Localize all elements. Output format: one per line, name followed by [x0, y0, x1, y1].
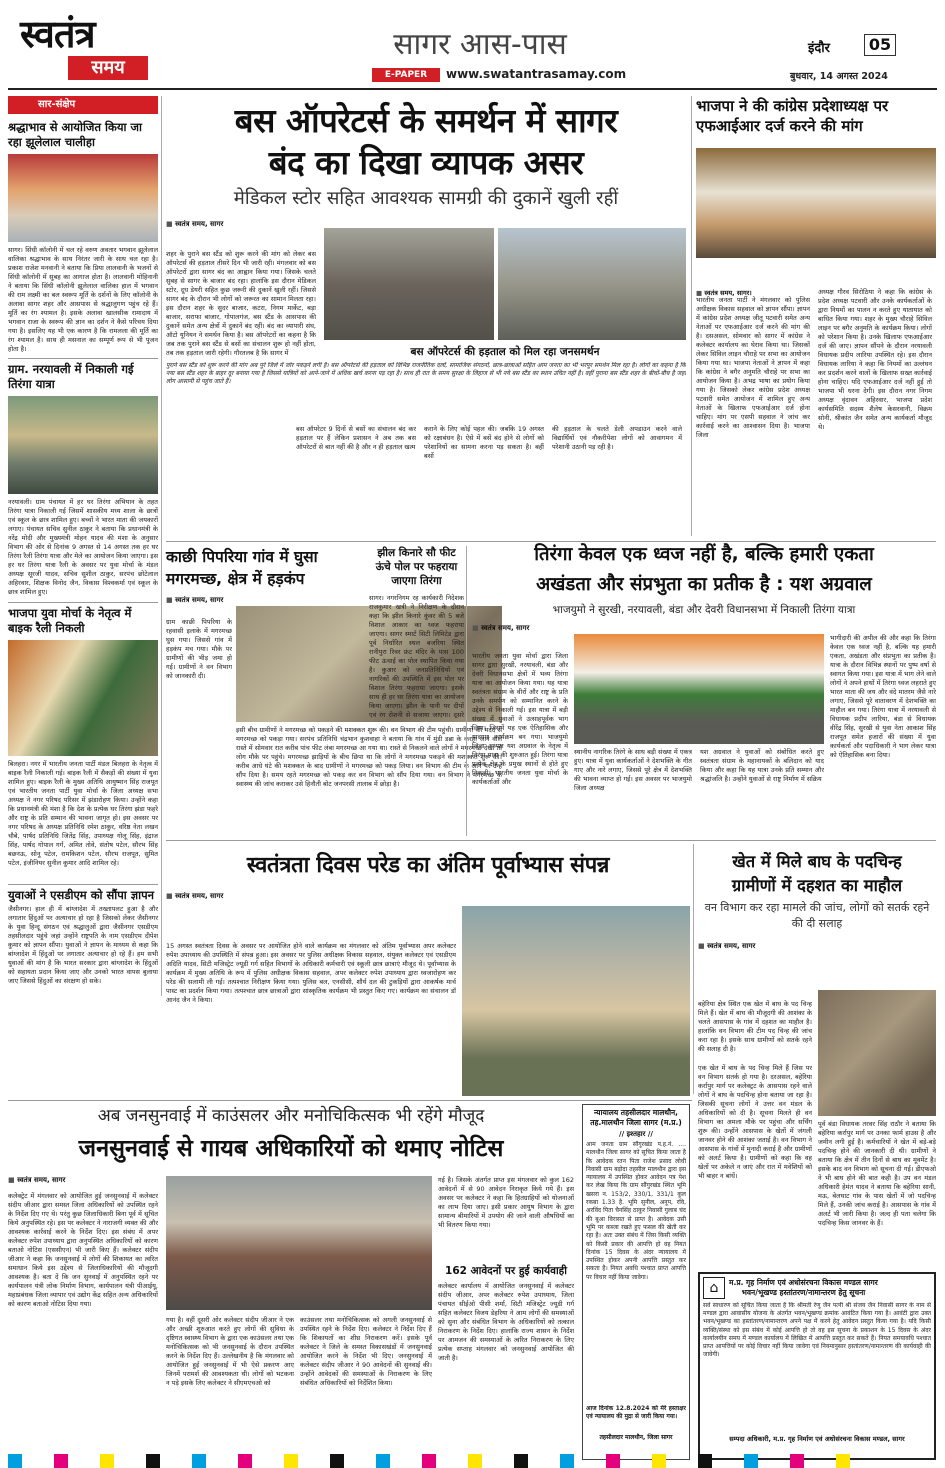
tiger-headline-1: खेत में मिले बाघ के पदचिन्ह: [732, 852, 902, 871]
tiranga-byline: ■ स्वतंत्र समय, सागर: [472, 624, 936, 633]
logo-bottom: समय: [68, 56, 148, 80]
sidebar-divider: [161, 96, 162, 996]
croc-body: इसी बीच ग्रामीणों ने मगरमच्छ को पकड़ने की मशक्कत शुरू की। वन विभाग की टीम पहुंची। ग्रामीणों की मदद से मगरमच्छ को पकड़ा गया। सरपंच प्रतिनिधि चंद्रभान कुशवाहा ने बताया कि गांव में मुंडी डब्रा के करहा जाने वाले रास्ते में सोमवार रात करीब पांच फीट लंबा मगरमच्छ आ गया था। रास्ते से निकलने वाले लोगों ने मगरमच्छ देखा तो लोग मौके पर पहुंचे। मगरमच्छ झाड़ियों के बीच छिपा था कि लोगों ने मगरमच्छ पकड़ने की मशक्कत शुरू की। करीब आधे घंटे की मशक्कत के बाद ग्रामीणों ने मगरमच्छ को पकड़ लिया। वन विभाग की टीम के आने पर उन्हें सौंप दिया है। समय रहते मगरमच्छ को पकड़ कर वन विभाग को सौंप दिया गया। वन विभाग ने मगरमच्छ के स्वास्थ्य की जांच कराकर उसे हिनौती बोट जनपरसी तालाब में छोड़ा है।: [236, 726, 502, 788]
court-notice-date: आज दिनांक 12.8.2024 को मेरे हस्ताक्षर एवं न्यायालय की मुद्रा से जारी किया गया।: [586, 1405, 686, 1420]
hearing-byline: ■ स्वतंत्र समय, सागर: [8, 1176, 574, 1185]
lead-headline-1: बस ऑपरेटर्स के समर्थन में सागर: [234, 101, 618, 140]
lead-headline-2: बंद का दिखा व्यापक असर: [268, 143, 584, 182]
court-notice-sign: तहसीलदार मालथौन, जिला सागर: [599, 1434, 673, 1441]
tiger-col1: बहेरिया क्षेत्र स्थित एक खेत में बाघ के पद चिन्ह मिले हैं। खेत में बाघ की मौजूदगी की आशंका के चलते आसपास के गांव में दहशत का माहौल है। हालांकि वन विभाग की टीम पद चिन्ह की जांच करा रहा है। इसके साथ ग्रामीणों को सतर्क रहने की सलाह दी है।: [698, 1000, 812, 1053]
hearing-col2: गया है। वहीं दूसरी ओर कलेक्टर संदीप जीआर ने एक और अच्छी शुरुआत करते हुए लोगों की सुविधा के दृष्टिगत स्वास्थ्य विभाग के द्वारा एक काउंसलर तथा एक मनोचिकित्सक को भी जनसुनवाई के दौरान उपस्थित करने के निर्देश दिए हैं। उल्लेखनीय है कि मंगलवार को आयोजित हुई जनसुनवाई में भी ऐसे प्रकरण आए जिनमें परामर्श की आवश्यकता थी। लोगों को भटकना न पड़े इसके लिए कलेक्टर ने सीएमएचओ को: [166, 1316, 294, 1387]
hearing-col4-top: गई है। जिसके अंतर्गत प्राप्त इस मंगलवार को कुल 162 आवेदनों में से 90 आवेदन निराकृत किये गये हैं। इस अवसर पर कलेक्टर ने कहा कि हितग्राहियों को योजनाओं का लाभ दिया जाए। इसी प्रकार आयुष विभाग के द्वारा सामान्य बीमारियों में उपयोग की जाने वाली औषधियों का भी वितरण किया गया।: [438, 1176, 574, 1229]
lead-photo-caption: बस ऑपरेटर्स की हड़ताल को मिल रहा जनसमर्थन: [410, 346, 600, 358]
tiger-col1b: एक खेत में बाघ के पद चिन्ह मिले हैं जिस पर वन विभाग सतर्क हो गया है। दरअसल, बहेरिया कर्रापुर मार्ग पर कलेक्ट्रट के आसपास रहने वाले लोगों ने बाघ के पदचिन्ह होना बताया जा रहा है। जिसकी सूचना लोगों ने उत्तर वन मंडल के अधिकारियों को दी है। सूचना मिलते ही वन विभाग का अमला मौके पर पहुंचा और सर्चिंग शुरू की। उन्होंने आसपास के खेतों में जंगली जानवर होने की आशंका जताई है। वन विभाग ने आसपास के गांवों में मुनादी कराई है और ग्रामीणों को अलर्ट किया है। ग्रामीणों को कहा कि वह खेतों पर अकेले न जाएं और रात में मवेशियों को भी बाहर न बांधें।: [698, 1064, 812, 1180]
tiranga-col4: भागीदारी की अपील की और कहा कि तिरंगा केवल एक ध्वज नहीं है, बल्कि यह हमारी एकता, अखंडता और संप्रभुता का प्रतीक है। यात्रा के दौरान विभिन्न स्थानों पर पुष्प वर्षा से स्वागत किया गया। इस यात्रा में भाग लेने वाले लोगों ने अपने हाथों में तिरंगा ध्वज लहराते हुए भारत माता की जय और वंदे मातरम जैसे नारे लगाए, जिससे पूरे वातावरण में देशभक्ति का माहौल बन गया। तिरंगा यात्रा में नरयावली से विधायक प्रदीप लारिया, बंडा से विधायक वीरेंद्र सिंह, सुरखी से युवा नेता आकाश सिंह राजपूत समेत हजारों की संख्या में युवा कार्यकर्ता और पदाधिकारी ने भाग लेकर यात्रा को ऐतिहासिक बना दिया।: [830, 634, 936, 759]
hearing-col3: काउंसलर तथा मनोचिकित्सक को अगली जनसुनवाई से उपस्थित रहने के निर्देश दिए। कलेक्टर ने निर्देश दिए हैं कि शिकायतों का शीघ्र निराकरण करें। इसके पूर्व कलेक्टर ने जिले के समस्त विकासखंडों में जनसुनवाई आयोजित करने के निर्देश भी दिए। जनसुनवाई में कलेक्टर संदीप जीआर ने 90 आवेदनों की सुनवाई की। उन्होंने आवेदकों की समस्याओं के निराकरण के लिए संबंधित अधिकारियों को निर्देशित किया।: [300, 1316, 432, 1387]
croc-headline: काछी पिपरिया गांव में घुसा मगरमच्छ, क्षेत्र में हड़कंप: [166, 548, 318, 588]
housing-notice-text: सर्व साधारण को सूचित किया जाता है कि श्रीमती रेणु जैन पत्नी श्री संजय जैन निवासी सागर के नाम से मण्डल द्वारा आवासीय योजना के अंतर्गत भवन/भूखण्ड क्रमांक आवंटित किया गया है। आवंटी द्वारा उक्त भवन/भूखण्ड का हस्तांतरण/नामान्तरण अपने पक्ष में करने हेतु आवेदन प्रस्तुत किया गया है। यदि किसी व्यक्ति/संस्था को इस संबंध में कोई आपत्ति हो तो वह इस सूचना के प्रकाशन के 15 दिवस के अंदर कार्यालयीन समय में मण्डल कार्यालय में लिखित में आपत्ति प्रस्तुत कर सकते हैं। नियत समयावधि पश्चात प्राप्त आपत्तियों पर कोई विचार नहीं किया जावेगा एवं नियमानुसार हस्तांतरण/नामान्तरण की कार्यवाही की जावेगी।: [703, 1302, 931, 1359]
tiger-subhead: वन विभाग कर रहा मामले की जांच, लोगों को सतर्क रहने की दी सलाह: [704, 901, 930, 930]
sidebar-item4-text: जैसीनगर। हाल ही में बांग्लादेश में तख्तापलट हुआ है और लगातार हिंदुओं पर अत्याचार हो रहा है जिसको लेकर जैसीनगर के युवा हिन्दू संगठन एवं श्रद्धालुओं द्वारा जैसीनगर एसडीएम तहसीलदार पहुंचे जहां उन्होंने राष्ट्रपति के नाम एसडीएम दीपेश कुमार को ज्ञापन सौंपा। युवाओं ने ज्ञापन के माध्यम से कहा कि बांग्लादेश में हिंदुओं पर लगातार अत्याचार हो रहे हैं। हम सभी युवाओं की मांग है कि भारत सरकार द्वारा बांग्लादेश के हिंदुओं को सहायता प्रदान किया जाए और उनको भारत वापस बुलाया जाए जिससे हिंदुओं का संरक्षण हो सके।: [8, 905, 158, 985]
bjp-byline: ■ स्वतंत्र समय, सागर।: [696, 288, 752, 297]
sidebar-item1-text: सागर। सिंधी कॉलोनी में चल रहे वरुण अवतार भगवान झूलेलाल वालिका श्रद्धाभाव के साथ निरंतर जारी के साथ चल रहा है। प्रकाश राजेश मनवानी ने बताया कि प्रिया लालवानी के भजनों से सिंधी कॉलोनी में सुबह का आगाज होता है। लालवानी मोहिनानी ने बताया कि सिंधी कॉलोनी झूलेलाल वालिका हाल में भगवान की राम लक्ष्मी का बल स्वरूप मूर्ति के दर्शनों के लिए कॉलोनी के अलावा सागर शहर और आसपास से श्रद्धालुगण पहुंच रहे हैं। मूर्ति का रंग श्यामल है। इसके अलावा खालसीक रामादाय में भगवान राजा के स्वरूप की ज्ञान का दर्शन ने कैसे परिचय दिया गया है। इसलिए यह भी एक कारण है कि रामलला की मूर्ति का रंग श्यामल है। साथ ही मसनाल का सम्पूर्ण रूप से भी पूजन होता है।: [8, 246, 158, 352]
lake-text: सागर। नगरनिगम रह कार्यकारी निदेशक राजकुमार खत्री ने निरीक्षण के दौरान कहा कि झील किनारे कुंवर की 5 बजे विशाल आकार का ध्वज फहराया जाएगा। सागर स्मार्ट सिटी लिमिटेड द्वारा पूर्व निर्धारित स्थल बजरिया स्थित रानीपुरा रिवर फ्रंट मंदिर के पास 100 फीट ऊंचाई का पोल स्थापित किया गया है। कुआर को जनप्रतिनिधियों एवं नागरिकों की उपस्थिति में इस पोल पर विशाल तिरंगा फहराया जाएगा। इसके साथ ही हर घर तिरंगा यात्रा का आयोजन किया जाएगा। झील के पानी पर दीपों एवं रंग रोशनी से सजाया जाएगा। दूसरे: [369, 594, 464, 718]
sidebar-item3-photo: [8, 640, 158, 756]
hrule-3: [8, 1100, 692, 1101]
lead-col3: कराने के लिए कोई पहल की। जबकि 19 अगस्त को रक्षाबंधन है। ऐसे में बसें बंद होने से लोगों को परेशानियों का सामना करना पड़ सकता है। बहीं बसों: [424, 425, 544, 460]
tiranga-col2: स्थानीय नागरिक तिरंगे के साथ बड़ी संख्या में एकत्र हुए। यात्रा में युवा कार्यकर्ताओं ने देशभक्ति के गीत गाए और नारे लगाए, जिससे पूरे क्षेत्र में देशभक्ति की भावना व्याप्त हो गई। इस अवसर पर भाजयुमो जिला अध्यक्ष: [574, 748, 692, 792]
lead-col4: की हड़ताल के चलते डेली अपडाउन करने वाले विद्यार्थियों एवं नौकरीपेशा लोगों को आवागमन में परेशानी उठानी पड़ रही है।: [552, 425, 682, 451]
sidebar-item1-title: श्रद्धाभाव से आयोजित किया जा रहा झूलेलाल चालीहा: [8, 120, 142, 149]
hrule-2: [166, 840, 936, 841]
lead-col1: शहर के पुराने बस स्टैंड को शुरू करने की मांग को लेकर बस ऑपरेटर्स की हड़ताल तीसरे दिन भी जारी रही। मंगलवार को बस ऑपरेटरों द्वारा सागर बंद का आह्वान किया गया। जिसके चलते सुबह से सागर के बाजार बंद रहा। हालांकि इस दौरान मेडिकल स्टोर, दूध डेयरी सहित कुछ जरूरी की दुकानें खुली रहीं। जिससे सागर बंद के दौरान भी लोगों को जरूरत का सामान मिलता रहा। इस दौरान शहर के सुदर बाजार, कटरा, निगम मार्केट, बड़ा बाजार, सराफा बाजार, गोपालगंज, बस स्टैंड के आसपास की दुकानें समेत अन्य क्षेत्रों में दुकानें बंद रहीं। बंद का व्यापारी संघ, ऑटो यूनियन ने समर्थन किया है। बस ऑपरेटरों का कहना है कि जब तक पुराने बस स्टैंड से बसों का संचालन शुरू हो नहीं होता, तब तक हड़ताल जारी रहेगी। गौरतलब है कि सागर में: [166, 250, 316, 357]
parade-headline: स्वतंत्रता दिवस परेड का अंतिम पूर्वाभ्यास संपन्न: [246, 853, 610, 878]
lead-divider: [691, 96, 692, 536]
lake-story-cont: [369, 702, 464, 832]
croc-byline: ■ स्वतंत्र समय, सागर: [166, 596, 502, 605]
masthead-rule: [8, 88, 937, 90]
housing-logo-icon: ⌂: [703, 1277, 725, 1299]
bjp-col2: अध्यक्ष गौरव सिरोठिया ने कहा कि कांग्रेस के प्रदेश अध्यक्ष पटवारी और उनके कार्यकर्ताओं के द्वारा नियमों का पालन न करते हुए यातायात को बाधित किया गया। शहर के मुख्य चौराहे सिविल लाइन पर बगैर अनुमति के कार्यक्रम किया। लोगों को परेशान किया है। उनके खिलाफ एफआईआर दर्ज की जाए। ज्ञापन सौंपने के दौरान नरयावली विधायक प्रदीप लारिया उपस्थित रहे। इस दौरान विधायक लारिया ने कहा कि नियमों का उल्लंघन कर प्रदर्शन करने वालों के खिलाफ सख्त कार्रवाई होना चाहिए। यदि एफआईआर दर्ज नहीं हुई तो भाजपा भी धरना देगी। इस दौरान नगर निगम अध्यक्ष वृंदावन अहिरवार, भाजपा प्रदेश कार्यसमिति सदस्य शैलेष केसरवानी, विक्रम सोनी, श्रीकांत जैन समेत अन्य कार्यकर्ता मौजूद थे।: [818, 288, 932, 431]
sidebar-item4-title: युवाओं ने एसडीएम को सौंपा ज्ञापन: [8, 884, 158, 903]
sidebar-item2-text: नरयावली। ग्राम पंचायत में हर घर तिरंगा अभियान के तहत तिरंगा यात्रा निकाली गई जिसमें शासकीय मध्य शाला के छात्रों एवं स्कूल के छात्र शामिल हुए। बच्चों ने भारत माता की जयकारों लगाए। पंचायत सचिव सुनील ठाकुर ने बताया कि प्रधानमंत्री के नरेंद्र मोदी और मुख्यमंत्री मोहन यादव की मंशा के अनुसार विभाग की ओर से दिनांक 9 अगस्त से 14 अगस्त तक हर घर तिरंगा रैली तिरंगा यात्रा और मेले का आयोजन किया जाएगा। इस हर घर तिरंगा यात्रा रैली के अवसर पर युवा मोर्चा के मंडल अध्यक्ष सूरजी यादव, सचिव सुशील ठाकुर, सरपंच छोटेलाल अहिरवार, शिक्षक विनोद जैन, विकास विश्वकर्मा एवं स्कूल के छात्र शामिल हुए।: [8, 498, 158, 596]
hearing-headline: जनसुनवाई से गायब अधिकारियों को थमाए नोटिस: [78, 1134, 504, 1162]
court-notice-label: // इश्तहार //: [619, 1130, 653, 1138]
hearing-photo: [166, 1176, 432, 1310]
sidebar-item2-title: ग्राम. नरयावली में निकाली गई तिरंगा यात्रा: [8, 358, 158, 392]
sidebar-item1-photo: [8, 154, 158, 242]
page-number: 05: [864, 34, 896, 56]
website-url[interactable]: www.swatantrasamay.com: [446, 67, 627, 81]
parade-photo: [462, 906, 690, 1096]
tiger-byline: ■ स्वतंत्र समय, सागर: [698, 942, 936, 951]
sidebar-item3-title: भाजपा युवा मोर्चा के नेतृत्व में बाइक रैली निकली: [8, 602, 158, 636]
lead-byline: ■ स्वतंत्र समय, सागर: [166, 220, 686, 229]
parade-text: 15 अगस्त स्वतंत्रता दिवस के अवसर पर आयोजित होने वाले कार्यक्रम का मंगलवार को अंतिम पूर्वाभ्यास अपर कलेक्टर रुपेश उपाध्याय की उपस्थिति में संपन्न हुआ। इस अवसर पर पुलिस अधीक्षक विकास सहवाल, संयुक्त कलेक्टर एवं एसडीएम अदिति यादव, सिटी मजिस्ट्रेट ज्यूडी गर्ग सहित विभागों के अधिकारी कर्मचारी एवं स्कूली छात्र छात्राएं मौजूद थे। पूर्वाभ्यास के कार्यक्रम में मुख्य अतिथि के रूप में पुलिस अधीक्षक विकास सहवाल, अपर कलेक्टर रुपेश उपाध्याय द्वारा ध्वजारोहण कर परेड की सलामी ली गई। तत्पश्चात निरीक्षण किया गया। पुलिस बल, एनसीसी, शौर्य दल की टुकड़ियों द्वारा आकर्षक मार्च पास्ट का प्रदर्शन किया गया। तत्पश्चात छात्र छात्राओं द्वारा सांस्कृतिक कार्यक्रम भी प्रस्तुत किए गए। कार्यक्रम का संचालन डॉ आनंद जैन ने किया।: [166, 942, 456, 1004]
tiger-headline-2: ग्रामीणों में दहशत का माहौल: [731, 876, 903, 895]
lead-photo-note: पुराने बस स्टैंड को शुरू करने की मांग अब पूरे जिले में जोर पकड़ने लगी है। बस ऑपरेटर्स की हड़ताल को विभिन्न राजनीतिक दलों, सामाजिक संगठनों, छात्र-छात्राओं सहित आम जनता का भी भरपूर समर्थन मिल रहा है। लोगों का कहना है कि नया बस स्टैंड शहर के बाहर दूर बनाया गया है जिससे यात्रियों को आने-जाने में अधिक खर्च करना पड़ रहा है। साथ ही रात के समय सुरक्षा के लिहाज से भी नये बस स्टैंड का स्थान उचित नहीं है। वहीं पुराना बस स्टैंड शहर के बीचों-बीच है जहां लोग आसानी से पहुंच जाते हैं।: [166, 362, 686, 385]
lead-col2: बस ऑपरेटर 9 दिनों से बसों का संचालन बंद कर हड़ताल पर हैं लेकिन प्रशासन ने अब तक बस ऑपरेटरों से बात नहीं की है और न ही हड़ताल खत्म: [296, 425, 416, 451]
bjp-headline: भाजपा ने की कांग्रेस प्रदेशाध्यक्ष पर एफआईआर दर्ज करने की मांग: [696, 97, 889, 135]
tiranga-col3: यश अग्रवाल ने युवाओं को संबोधित करते हुए स्वतंत्रता संग्राम के महानायकों के बलिदान को याद किया और कहा कि यह यात्रा उनके प्रति सम्मान और श्रद्धांजलि है। उन्होंने युवाओं से राष्ट्र निर्माण में सक्रिय: [700, 748, 824, 783]
hearing-col4-bottom: कलेक्टर कार्यालय में आयोजित जनसुनवाई में कलेक्टर संदीप जीआर, अपर कलेक्टर रुपेश उपाध्याय, जिला पंचायत सीईओ पीसी शर्मा, सिटी मजिस्ट्रेट ज्यूडी गर्ग सहित कलेक्टर विजय डेहरिया ने आम लोगों की समस्याओं को सुना और संबंधित विभाग के अधिकारियों को तत्काल निराकरण के निर्देश दिए। हालांकि राज्य शासन के निर्देश पर आमजन की समस्याओं के त्वरित निराकरण के लिए प्रत्येक सप्ताह मंगलवार को जनसुनवाई आयोजित की जाती है।: [438, 1282, 574, 1362]
hearing-subheadline: 162 आवेदनों पर हुई कार्यवाही: [445, 1265, 567, 1277]
housing-notice: [698, 1272, 936, 1460]
parade-story: [166, 844, 690, 1100]
lead-photo-right: [498, 228, 686, 340]
edition-date: बुधवार, 14 अगस्त 2024: [790, 71, 888, 82]
hearing-story: [8, 1104, 574, 1460]
lead-subhead: मेडिकल स्टोर सहित आवश्यक सामग्री की दुकानें खुली रहीं: [233, 188, 619, 209]
logo: [20, 11, 150, 84]
sidebar-header: सार-संक्षेप: [8, 96, 158, 114]
lead-photo-left: [324, 228, 494, 340]
bjp-story: [696, 96, 936, 541]
bjp-col1: भारतीय जनता पार्टी ने मंगलवार को पुलिस अधीक्षक विकास सहवाल को ज्ञापन सौंपा। ज्ञापन में कांग्रेस प्रदेश अध्यक्ष जीतू पटवारी समेत अन्य नेताओं पर एफआईआर दर्ज करने की मांग की है। दसअसल, सोमवार को सागर में कांग्रेस ने कलेक्टर कार्यालय का घेराव किया था। जिसकों लेकर सिविल लाइन चौराहे पर सभा का आयोजन किया गया था। भाजपा नेताओं ने ज्ञापन में कहा कि कांग्रेस ने बगैर अनुमति चौराहे पर सभा का आयोजन किया है। अभद्र भाषा का प्रयोग किया गया है। जिसको लेकर कांग्रेस प्रदेश अध्यक्ष पटवारी समेत आयोजन में शामिल हुए अन्य नेताओं के खिलाफ एफआईआर दर्ज होना चाहिए। मांग पर एसपी सहवाल ने जांच कर कार्रवाई करने का आश्वासन दिया है। भाजपा जिला: [696, 296, 810, 439]
housing-notice-sign: सम्पदा अधिकारी, म.प्र. गृह निर्माण एवं अधोसंरचना विकास मण्डल, सागर: [729, 1435, 905, 1443]
sidebar-item3-text: बिलहरा। नगर में भारतीय जनता पार्टी मंडल बिलहरा के नेतृत्व में बाइक रैली निकाली गई। बाइक रैली में सैकड़ों की संख्या में युवा शामिल हुए। बाइक रैली के मुख्य अतिथि आयुष्मान सिंह राजपूत एवं भारतीय जनता पार्टी युवा मोर्चा के जिला अध्यक्ष सभा अध्यक्ष ने नगर परिषद परिसर में झंडारोहण किया। उन्होंने कहा कि प्रधानमंत्री की मंशा है कि देश के प्रत्येक घर तिरंगा झंडा फहरे और राष्ट्र के प्रति सम्मान की भावना जागृत हो। इस अवसर पर नगर परिषद के अध्यक्ष प्रतिनिधि रमेश ठाकुर, वरिष्ठ नेता लखन चौबे, पार्षद प्रतिनिधि जितेंद्र सिंह, उपाध्यक्ष गोलू सिंह, इंद्राज सिंह, पार्षद गोपाल गर्ग, अमित तोवे, संतोष पटेल, सौरभ सिंह बछनऊ, सोनू पटेल, रामकिशन पटेल, सौरभ राजपूत, सुमित पटेल, इंजीनियर सुनील कुमार आदि शामिल रहे।: [8, 760, 158, 867]
lake-headline: झील किनारे सौ फीट ऊंचे पोल पर फहराया जाएगा तिरंगा: [375, 547, 458, 587]
section-title: सागर आस-पास: [393, 27, 567, 62]
housing-notice-header1: म.प्र. गृह निर्माण एवं अधोसंरचना विकास मण्डल सागर: [729, 1278, 878, 1287]
lead-story: [166, 100, 686, 540]
tiger-photo-caption: पूर्व बंडा विधायक तरवर सिंह राठौर ने बताया कि बहेरिया कर्रापुर मार्ग पर उनका फार्म हाउस है और जमीन लगी हुई है। कर्मचारियों ने खेत में बड़े-बड़े पदचिन्ह होने की जानकारी दी थी। ग्रामीणों ने बताया कि क्षेत्र में तीन दिनों से बाघ का मूवमेंट है। इसके बाद वन विभाग को सूचना दी गई। डीएफओ ने भी बाघ होने की बात कही है। उप वन मंडल अधिकारी हेमंत यादव ने बताया कि बहेरिया सानी, मऊ, बेलघाट गांव के पास खेतों में जो पदचिन्ह मिले हैं, उनकी जांच कराई है। आसपास के गांव में अलर्ट भी जारी किया है। जल्द ही पता चलेगा कि पदचिन्ह किस जानवर के हैं।: [818, 1120, 936, 1227]
court-notice: [582, 1104, 690, 1460]
tiranga-story: [472, 540, 936, 836]
hearing-col1: कलेक्ट्रेट में मंगलवार को आयोजित हुई जनसुनवाई में कलेक्टर संदीप जीआर द्वारा समस्त जिला अधिकारियों को उपस्थित रहने के निर्देश दिए गए थे। परंतु कुछ जिलाधिकारी बिना पूर्व में सूचित किये अनुपस्थित रहे। इस पर कलेक्टर ने नाराजगी व्यक्त की और आवश्यक कार्रवाई करने के निर्देश दिए। इस संबंध में अपर कलेक्टर रुपेश उपाध्याय द्वारा अनुपस्थित अधिकारियों को कारण बताओ नोटिस (एससीएन) भी जारी किए हैं। कलेक्टर संदीप जीआर ने कहा कि जनसुनवाई में लोगों की शिकायत का त्वरित समाधान किये इस उद्देश्य से जिलाधिकारियों की मौजूदगी आवश्यक है। बता दें कि जन सुनवाई में अनुपस्थित रहने पर कार्यपालन यंत्री लोक निर्माण विभाग, कार्यपालन यंत्री पीआईयू, महाप्रबंधक जिला व्यापार एवं उद्योग केंद्र सहित अन्य अधिकारियों को कारण बताओ नोटिस दिया गया।: [8, 1192, 158, 1308]
tiranga-photo: [574, 634, 824, 744]
logo-top: स्वतंत्र: [20, 11, 95, 56]
court-notice-text: आम जनता ग्राम सौंगुरखंड प.ह.नं. .... मालथौन जिला सागर को सूचित किया जाता है कि आवेदक रतन पिता राजेश प्रसाद लोधी निवासी ग्राम बड़ोदा तहसील मालथौन द्वारा इस न्यायालय में उपस्थित होकर आवेदन पत्र पेश कर लेख किया कि ग्राम सौंगुरखंड स्थित भूमि खसरा न. 153/2, 330/1, 331/1 कुल रकबा 1.33 है. भूमि सुनील, अनूप, रवि, अरविंद पिता चैनसिंह ठाकुर निवासी गुलाब चंद की बुआ विरासत से प्राप्त है। आवेदक उसी भूमि पर कब्जा रखते हुए फसल की खेती कर रहा है। अतः उक्त संबंध में जिस किसी व्यक्ति को किसी प्रकार की आपत्ति हो वह नियत दिनांक 15 दिवस के अंदर न्यायालय में उपस्थित होकर अपनी आपत्ति प्रस्तुत कर सकता है। नियत अवधि पश्चात प्राप्त आपत्ति पर विचार नहीं किया जावेगा।: [586, 1141, 686, 1281]
court-notice-header: न्यायालय तहसीलदार मालथौन, तह.मालथौन जिला सागर (म.प्र.): [590, 1108, 682, 1127]
sidebar-item2-photo: [8, 396, 158, 494]
lake-story: [369, 546, 464, 726]
hearing-kicker: अब जनसुनवाई में काउंसलर और मनोचिकित्सक भी रहेंगे मौजूद: [97, 1106, 485, 1126]
tiranga-subhead: भाजयुमो ने सुरखी, नरयावली, बंडा और देवरी विधानसभा में निकाली तिरंगा यात्रा: [552, 604, 856, 616]
tiranga-col1: भारतीय जनता युवा मोर्चा द्वारा जिला सागर द्वारा सुरखी, नरयावली, बंडा और देवरी विधानसभा क्षेत्रों में भव्य तिरंगा यात्रा का आयोजन किया गया। यह यात्रा स्वतंत्रता संग्राम के वीरों और राष्ट्र के प्रति उनके समर्पण को सम्मानित करने के उद्देश्य से निकाली गई। इस यात्रा में बड़ी संख्या में युवाओं ने उत्साहपूर्वक भाग लिया। जिसमें यह एक ऐतिहासिक और यादगार कार्यक्रम बन गया। भाजयुमो जिला अध्यक्ष यश अग्रवाल के नेतृत्व में तिरंगा यात्रा की शुरुआत हुई। तिरंगा यात्रा प्रत्येक क्षेत्र के प्रमुख स्थानों से होते हुए निकली। भारतीय जनता युवा मोर्चा के कार्यकर्ताओं और: [472, 652, 568, 786]
parade-divider: [693, 844, 694, 1094]
croc-col1: ग्राम काछी पिपरिया के रहवासी इलाके में मगरमच्छ घुस गया। जिससे गांव में हड़कंप मच गया। मौके पर ग्रामीणों की भीड़ जमा हो गई। ग्रामीणों ने वन विभाग को जानकारी दी।: [166, 618, 232, 680]
epaper-badge: E-PAPER: [372, 68, 440, 82]
tiger-photo: [818, 990, 936, 1116]
tiger-story: [698, 850, 936, 1252]
tiranga-headline-1: तिरंगा केवल एक ध्वज नहीं है, बल्कि हमारी एकता: [534, 544, 874, 565]
housing-notice-head: [703, 1277, 931, 1299]
parade-byline: ■ स्वतंत्र समय, सागर: [166, 892, 690, 901]
city-label: इंदौर: [808, 41, 830, 56]
croc-divider: [466, 546, 467, 836]
registration-strip: [0, 1454, 945, 1468]
sidebar: [8, 96, 158, 996]
bjp-photo: [696, 148, 936, 258]
housing-notice-header2: भवन/भूखण्ड हस्तांतरण/नामान्तरण हेतु सूचना: [741, 1288, 866, 1297]
masthead: [0, 0, 945, 92]
tiranga-headline-2: अखंडता और संप्रभुता का प्रतीक है : यश अग्रवाल: [536, 574, 872, 595]
